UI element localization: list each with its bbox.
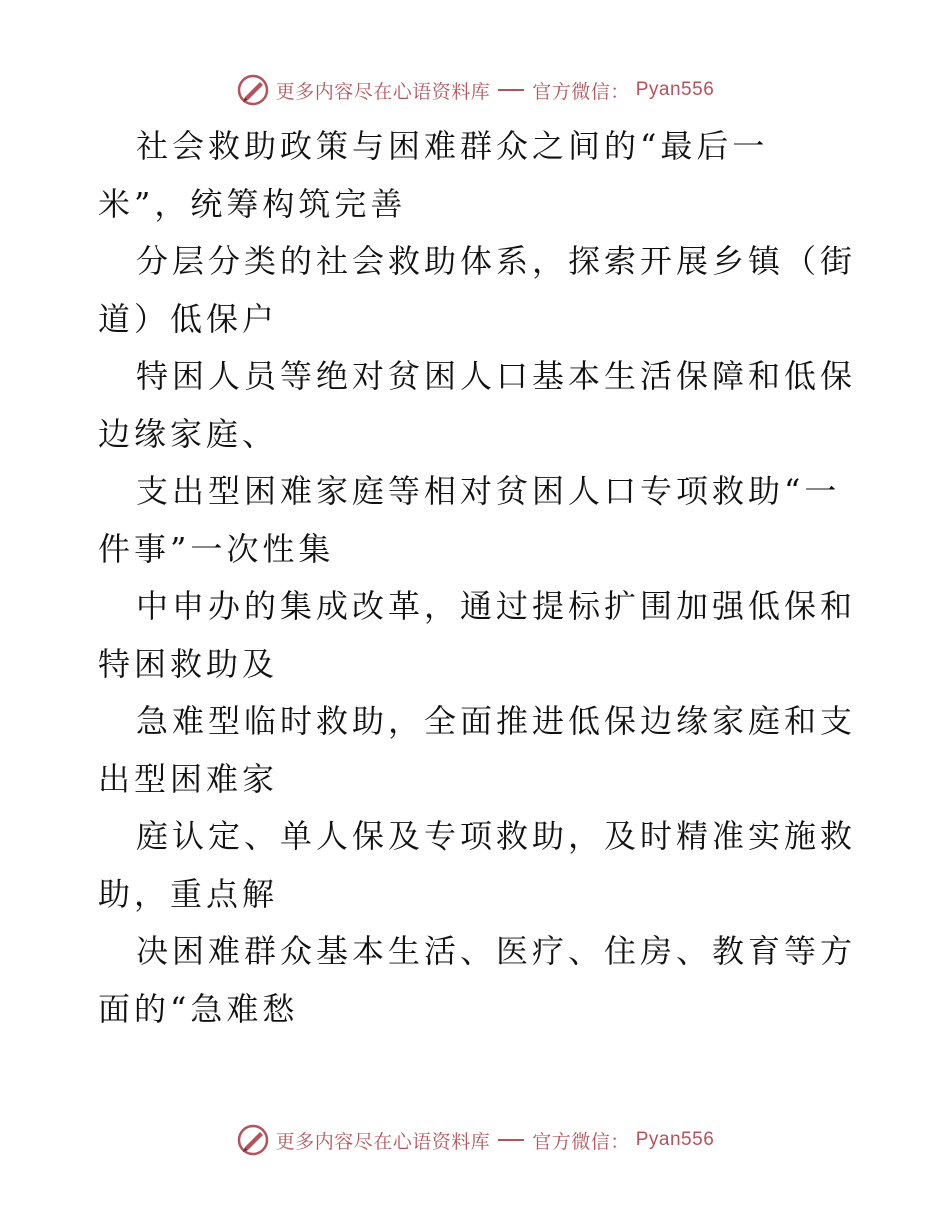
watermark-wechat-id: Pyan556 <box>635 79 715 100</box>
watermark-wechat-label: 官方微信： <box>532 80 630 103</box>
document-body <box>98 118 858 1038</box>
watermark-wechat-id: Pyan556 <box>635 1129 715 1150</box>
watermark-dash <box>498 1139 524 1141</box>
footer-watermark <box>0 1120 950 1160</box>
paragraph: 特困人员等绝对贫困人口基本生活保障和低保边缘家庭、 <box>98 357 857 453</box>
paragraph: 支出型困难家庭等相对贫困人口专项救助“一件事”一次性集 <box>98 472 841 568</box>
watermark-text: 更多内容尽在心语资料库 <box>275 80 491 103</box>
paragraph: 庭认定、单人保及专项救助，及时精准实施救助，重点解 <box>98 817 857 913</box>
paragraph: 中申办的集成改革，通过提标扩围加强低保和特困救助及 <box>98 587 857 683</box>
watermark-wechat-label: 官方微信： <box>532 1130 630 1153</box>
paragraph: 决困难群众基本生活、医疗、住房、教育等方面的“急难愁 <box>98 932 857 1028</box>
paragraph: 社会救助政策与困难群众之间的“最后一米”，统筹构筑完善 <box>98 127 769 223</box>
watermark-dash <box>498 89 524 91</box>
pen-logo-icon <box>236 1123 270 1157</box>
header-watermark <box>0 70 950 110</box>
paragraph: 分层分类的社会救助体系，探索开展乡镇（街道）低保户 <box>98 242 857 338</box>
pen-logo-icon <box>236 73 270 107</box>
watermark-text: 更多内容尽在心语资料库 <box>275 1130 491 1153</box>
paragraph: 急难型临时救助，全面推进低保边缘家庭和支出型困难家 <box>98 702 857 798</box>
